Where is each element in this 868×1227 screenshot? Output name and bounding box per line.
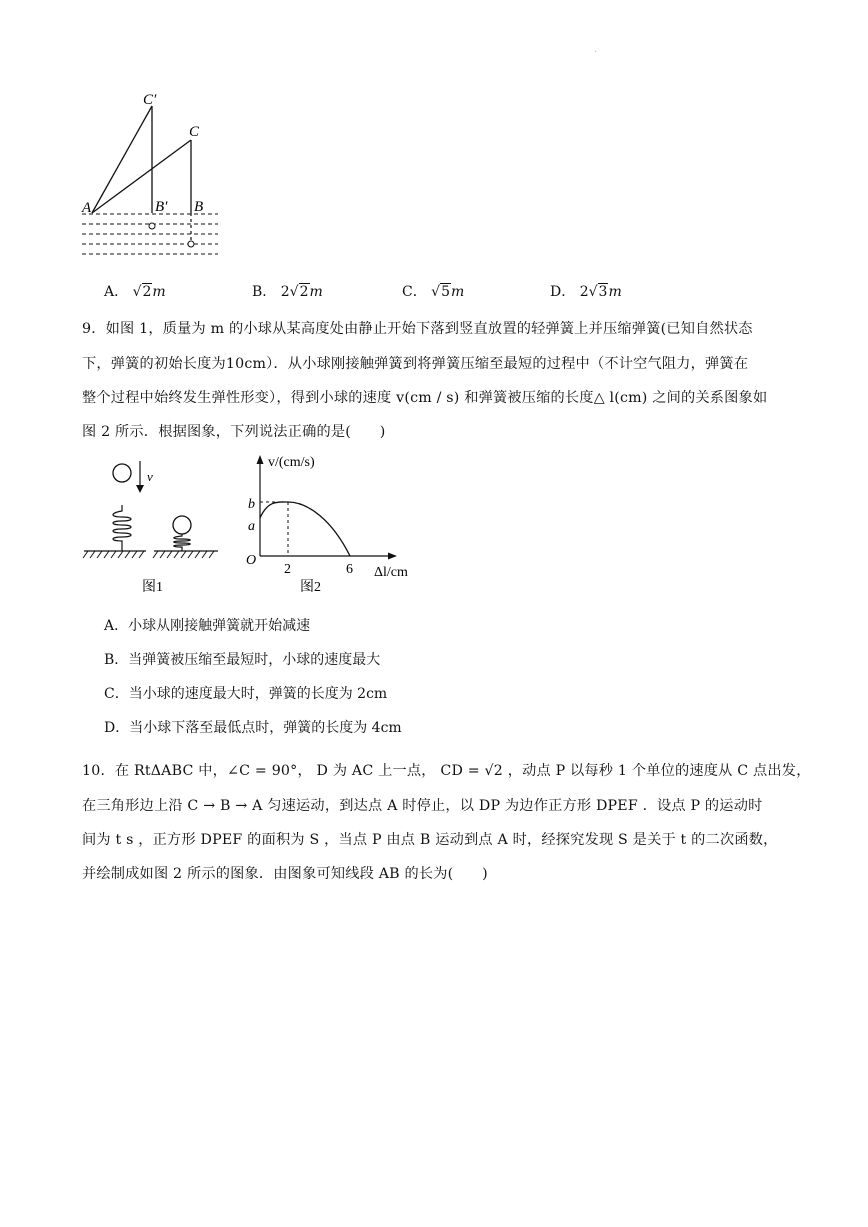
- label-c: C: [189, 124, 200, 140]
- ball-on-spring: [173, 516, 191, 534]
- spring-compressed: [174, 534, 191, 551]
- sqrt-symbol: √: [289, 284, 299, 300]
- label-a: A: [82, 200, 92, 216]
- q8-option-c-unit: m: [451, 284, 465, 300]
- header-mark: .: [594, 44, 598, 55]
- sqrt-symbol: √: [132, 284, 142, 300]
- q8-option-a-letter: A．: [104, 284, 129, 300]
- fig1-caption: 图1: [142, 580, 163, 595]
- q8-option-a[interactable]: [104, 281, 166, 301]
- q8-option-d-coef: 2: [579, 284, 589, 300]
- ball-falling: [113, 464, 131, 482]
- q10-line-3: 间为 t s ，正方形 DPEF 的面积为 S ，当点 P 由点 B 运动到点 A 时，经探究发现 S 是关于 t 的二次函数，: [82, 832, 778, 848]
- reed-root-2: [188, 241, 194, 247]
- x-axis-arrow: [388, 553, 397, 560]
- spring-uncompressed: [113, 505, 131, 551]
- q8-option-b-letter: B．: [252, 284, 277, 300]
- label-b: B: [194, 199, 204, 215]
- tick-6: 6: [346, 562, 353, 577]
- x-axis-label: Δl/cm: [374, 565, 408, 580]
- velocity-arrowhead: [136, 485, 144, 493]
- q8-option-b-coef: 2: [280, 284, 290, 300]
- q8-option-c-radicand: 5: [441, 284, 451, 300]
- q8-option-d-unit: m: [608, 284, 622, 300]
- q8-option-b[interactable]: [252, 281, 323, 301]
- q10-line-1: 10．在 RtΔABC 中，∠C = 90°， D 为 AC 上一点， CD = √2 ，动点 P 以每秒 1 个单位的速度从 C 点出发，: [82, 763, 811, 779]
- q9-line-4: 图 2 所示．根据图象，下列说法正确的是( ): [82, 424, 386, 440]
- q9-line-2: 下，弹簧的初始长度为10cm）．从小球刚接触弹簧到将弹簧压缩至最短的过程中（不计空气阻力，弹簧在: [82, 356, 749, 372]
- q8-option-a-unit: m: [152, 284, 166, 300]
- q8-option-a-radicand: 2: [142, 284, 152, 300]
- label-b-prime: B′: [155, 199, 168, 215]
- q8-option-d-radicand: 3: [598, 284, 608, 300]
- q9-option-d[interactable]: D．当小球下落至最低点时，弹簧的长度为 4cm: [104, 720, 402, 736]
- sqrt-symbol: √: [431, 284, 441, 300]
- q8-option-d-letter: D．: [550, 284, 576, 300]
- label-origin: O: [246, 553, 257, 568]
- ladder-line-ac: [92, 140, 191, 213]
- ladder-line-ac-prime: [92, 106, 152, 213]
- velocity-curve: [260, 502, 350, 556]
- sqrt-symbol: √: [588, 284, 598, 300]
- velocity-label: v: [147, 469, 153, 484]
- q8-option-d[interactable]: [550, 281, 622, 301]
- q9-line-3: 整个过程中始终发生弹性形变），得到小球的速度 v(cm / s) 和弹簧被压缩的长度△ l(cm) 之间的关系图象如: [82, 390, 768, 406]
- velocity-graph: [240, 452, 430, 600]
- ground-2-hatch: [153, 551, 214, 558]
- reed-root-1: [149, 223, 155, 229]
- q8-option-b-unit: m: [309, 284, 323, 300]
- label-b: b: [248, 497, 255, 512]
- q8-option-b-radicand: 2: [299, 284, 309, 300]
- y-axis-label: v/(cm/s): [268, 455, 315, 470]
- q10-line-4: 并绘制成如图 2 所示的图象．由图象可知线段 AB 的长为( ): [82, 866, 488, 882]
- y-axis-arrow: [257, 455, 264, 464]
- fig2-caption: 图2: [300, 580, 321, 595]
- ground-1-hatch: [83, 551, 144, 558]
- ladder-figure: [78, 88, 228, 258]
- q8-option-c-letter: C．: [402, 284, 427, 300]
- q8-option-c[interactable]: [402, 281, 464, 301]
- tick-2: 2: [284, 562, 291, 577]
- q9-option-b[interactable]: B．当弹簧被压缩至最短时，小球的速度最大: [104, 652, 381, 668]
- q9-line-1: 9．如图 1，质量为 m 的小球从某高度处由静止开始下落到竖直放置的轻弹簧上并压缩弹簧(已知自然状态: [82, 321, 753, 337]
- spring-figure: [80, 455, 230, 600]
- q9-option-a[interactable]: A．小球从刚接触弹簧就开始减速: [104, 618, 311, 634]
- q10-line-2: 在三角形边上沿 C → B → A 匀速运动，到达点 A 时停止，以 DP 为边作正方形 DPEF ．设点 P 的运动时: [82, 798, 763, 814]
- label-a: a: [248, 519, 255, 534]
- q9-option-c[interactable]: C．当小球的速度最大时，弹簧的长度为 2cm: [104, 686, 388, 702]
- label-c-prime: C′: [143, 92, 157, 108]
